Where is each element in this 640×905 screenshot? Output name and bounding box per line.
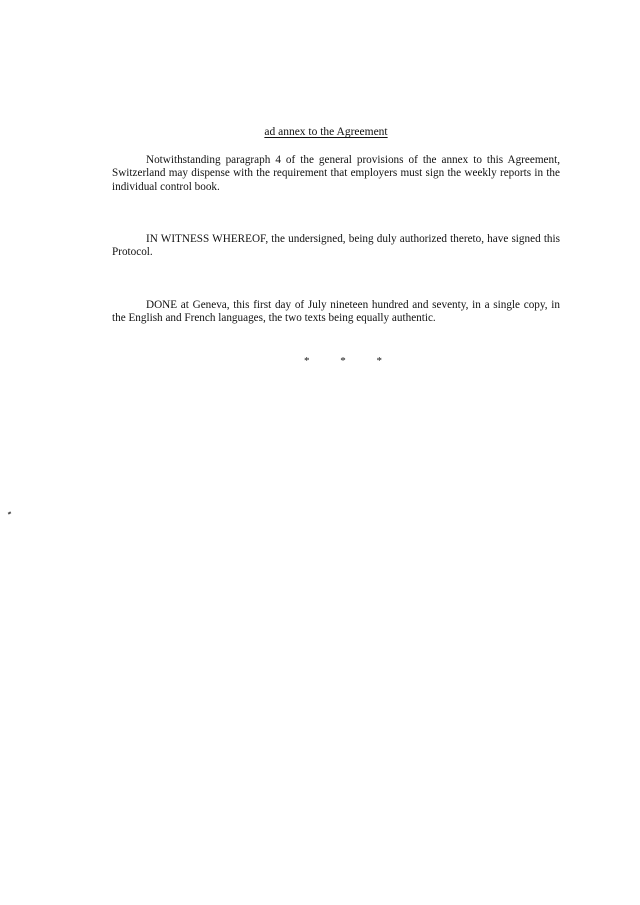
scan-speck-mark: [8, 511, 12, 514]
paragraph-in-witness: IN WITNESS WHEREOF, the undersigned, being duly authorized thereto, have signed this Protocol.: [112, 233, 560, 259]
paragraph-done-at-geneva: DONE at Geneva, this first day of July nineteen hundred and seventy, in a single copy, in the English and French languages, the two texts being equally authentic.: [112, 299, 560, 325]
separator-stars: * * *: [304, 355, 396, 367]
section-heading: ad annex to the Agreement: [264, 126, 388, 138]
paragraph-notwithstanding: Notwithstanding paragraph 4 of the general provisions of the annex to this Agreement, Switzerland may dispense with the requirement that employers must sign the weekly reports in the individual control book.: [112, 154, 560, 193]
